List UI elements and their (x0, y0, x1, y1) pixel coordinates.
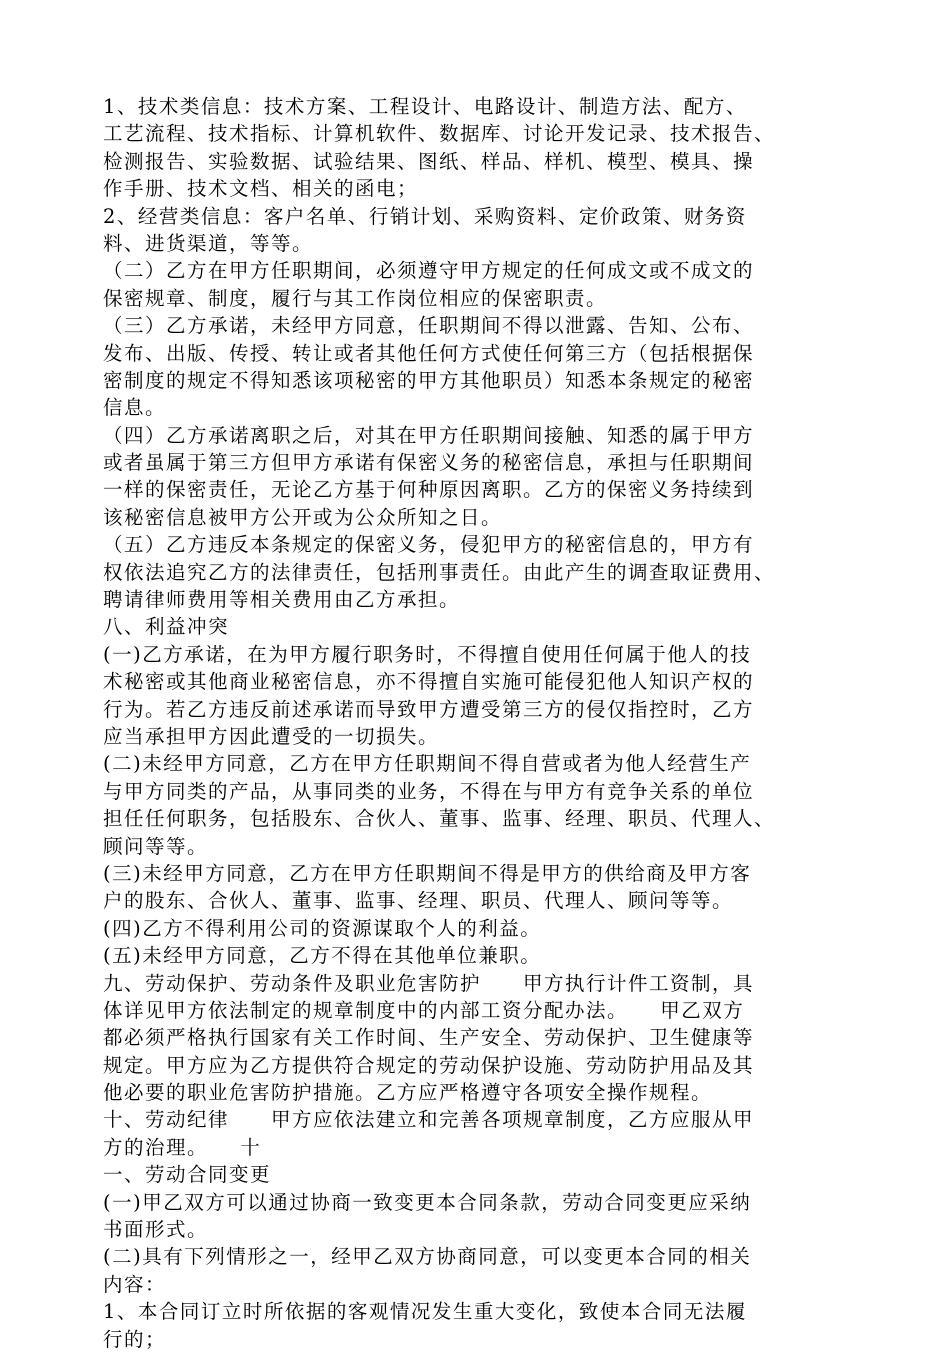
text-line: 都必须严格执行国家有关工作时间、生产安全、劳动保护、卫生健康等 (103, 1026, 755, 1050)
text-line: 一样的保密责任，无论乙方基于何种原因离职。乙方的保密义务持续到 (103, 478, 755, 502)
text-line: (五)未经甲方同意，乙方不得在其他单位兼职。 (103, 944, 542, 968)
text-line: 行为。若乙方违反前述承诺而导致甲方遭受第三方的侵仅指控时，乙方 (103, 697, 755, 721)
text-line: 工艺流程、技术指标、计算机软件、数据库、讨论开发记录、技术报告、 (103, 122, 776, 146)
text-line: 规定。甲方应为乙方提供符合规定的劳动保护设施、劳动防护用品及其 (103, 1053, 755, 1077)
text-line: 方的治理。 十 (103, 1135, 262, 1159)
text-line: 保密规章、制度，履行与其工作岗位相应的保密职责。 (103, 286, 608, 310)
text-line: 他必要的职业危害防护措施。乙方应严格遵守各项安全操作规程。 (103, 1081, 713, 1105)
text-line: 检测报告、实验数据、试验结果、图纸、样品、样机、模型、模具、操 (103, 149, 755, 173)
text-line: 书面形式。 (103, 1218, 209, 1242)
text-line: 作手册、技术文档、相关的函电； (103, 177, 419, 201)
text-line: 或者虽属于第三方但甲方承诺有保密义务的秘密信息，承担与任职期间 (103, 451, 755, 475)
text-line: 术秘密或其他商业秘密信息，亦不得擅自实施可能侵犯他人知识产权的 (103, 670, 755, 694)
text-line: 十、劳动纪律 甲方应依法建立和完善各项规章制度，乙方应服从甲 (103, 1108, 755, 1132)
text-line: 担任任何职务，包括股东、合伙人、董事、监事、经理、职员、代理人、 (103, 807, 776, 831)
text-line: (二)具有下列情形之一，经甲乙双方协商同意，可以变更本合同的相关 (103, 1245, 752, 1269)
text-line: 1、本合同订立时所依据的客观情况发生重大变化，致使本合同无法履 (103, 1300, 747, 1324)
text-line: 权依法追究乙方的法律责任，包括刑事责任。由此产生的调查取证费用、 (103, 560, 776, 584)
text-line: (一)甲乙双方可以通过协商一致变更本合同条款，劳动合同变更应采纳 (103, 1190, 752, 1214)
text-line: 行的； (103, 1327, 167, 1351)
text-line: 该秘密信息被甲方公开或为公众所知之日。 (103, 505, 503, 529)
text-line: 户的股东、合伙人、董事、监事、经理、职员、代理人、顾问等等。 (103, 889, 734, 913)
text-line: 1、技术类信息：技术方案、工程设计、电路设计、制造方法、配方、 (103, 95, 747, 118)
text-line: （四）乙方承诺离职之后，对其在甲方任职期间接触、知悉的属于甲方 (103, 423, 755, 447)
text-line: 体详见甲方依法制定的规章制度中的内部工资分配办法。 甲乙双方 (103, 998, 745, 1022)
text-line: 应当承担甲方因此遭受的一切损失。 (103, 724, 440, 748)
text-line: (一)乙方承诺，在为甲方履行职务时，不得擅自使用任何属于他人的技 (103, 642, 752, 666)
text-line: 信息。 (103, 396, 167, 420)
text-line: 九、劳动保护、劳动条件及职业危害防护 甲方执行计件工资制，具 (103, 971, 755, 995)
text-line: 一、劳动合同变更 (103, 1163, 272, 1187)
text-line: 八、利益冲突 (103, 615, 230, 639)
text-line: 料、进货渠道，等等。 (103, 231, 314, 255)
text-line: (四)乙方不得利用公司的资源谋取个人的利益。 (103, 916, 542, 940)
document-page (103, 93, 855, 1353)
text-line: （五）乙方违反本条规定的保密义务，侵犯甲方的秘密信息的，甲方有 (103, 533, 755, 557)
text-line: 内容： (103, 1272, 167, 1296)
text-line: （三）乙方承诺，未经甲方同意，任职期间不得以泄露、告知、公布、 (103, 314, 755, 338)
text-line: 2、经营类信息：客户名单、行销计划、采购资料、定价政策、财务资 (103, 204, 747, 228)
text-line: （二）乙方在甲方任职期间，必须遵守甲方规定的任何成文或不成文的 (103, 259, 755, 283)
text-line: 发布、出版、传授、转让或者其他任何方式使任何第三方（包括根据保 (103, 341, 755, 365)
text-line: (三)未经甲方同意，乙方在甲方任职期间不得是甲方的供给商及甲方客 (103, 861, 752, 885)
text-line: 顾问等等。 (103, 834, 209, 858)
text-line: 密制度的规定不得知悉该项秘密的甲方其他职员）知悉本条规定的秘密 (103, 368, 755, 392)
text-line: (二)未经甲方同意，乙方在甲方任职期间不得自营或者为他人经营生产 (103, 752, 752, 776)
text-line: 聘请律师费用等相关费用由乙方承担。 (103, 588, 461, 612)
text-line: 与甲方同类的产品，从事同类的业务，不得在与甲方有竞争关系的单位 (103, 779, 755, 803)
